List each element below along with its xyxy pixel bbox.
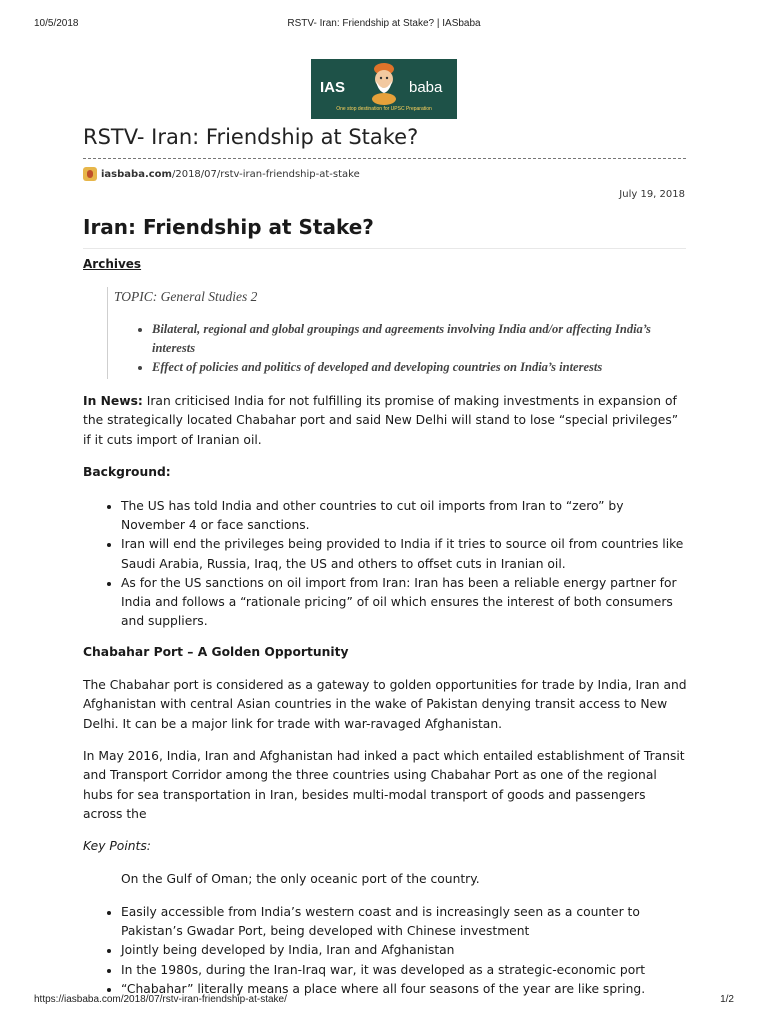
in-news-paragraph — [83, 392, 688, 450]
logo-text-baba: baba — [409, 79, 443, 96]
background-heading: Background: — [83, 465, 171, 479]
footer-url: https://iasbaba.com/2018/07/rstv-iran-friendship-at-stake/ — [34, 994, 287, 1005]
content-heading: Iran: Friendship at Stake? — [83, 215, 374, 239]
page-number: 1/2 — [720, 994, 734, 1005]
source-line[interactable] — [83, 166, 360, 182]
heading-divider — [83, 248, 686, 249]
key-point-item: • “Chabahar” literally means a place where all four seasons of the year are like spring. — [121, 980, 688, 999]
key-points-label: Key Points: — [83, 839, 151, 853]
print-title: RSTV- Iran: Friendship at Stake? | IASbaba — [287, 18, 481, 29]
background-list — [83, 497, 688, 631]
site-favicon-icon — [83, 167, 97, 181]
print-header — [0, 0, 768, 40]
topic-item: • Effect of policies and politics of developed and developing countries on India’s interests — [152, 358, 682, 377]
source-domain: iasbaba.com — [101, 168, 172, 180]
key-point-item: • Jointly being developed by India, Iran and Afghanistan — [121, 941, 688, 960]
in-news-text: Iran criticised India for not fulfilling its promise of making investments in expansion of the strategically located Chabahar port and said New Delhi will stand to lose “special privileges” if it cuts import of Iranian oil. — [83, 394, 679, 447]
chabahar-heading: Chabahar Port – A Golden Opportunity — [83, 645, 349, 659]
iasbaba-logo[interactable] — [311, 59, 457, 119]
source-path: /2018/07/rstv-iran-friendship-at-stake — [171, 168, 360, 180]
article-title: RSTV- Iran: Friendship at Stake? — [83, 125, 419, 149]
print-date: 10/5/2018 — [34, 18, 79, 29]
topic-item: • Bilateral, regional and global groupings and agreements involving India and/or affecting India’s interests — [152, 320, 682, 358]
background-item: • As for the US sanctions on oil import from Iran: Iran has been a reliable energy partner for India and follows a “rationale pricing” of oil which ensures the interest of both consumers and suppliers. — [121, 574, 688, 632]
key-points-list — [83, 903, 688, 999]
chabahar-paragraph-1: The Chabahar port is considered as a gateway to golden opportunities for trade by India, Iran and Afghanistan with central Asian countries in the wake of Pakistan denying transit access to New Delhi. It can be a major link for trade with war-ravaged Afghanistan. — [83, 678, 687, 731]
key-point-item: • Easily accessible from India’s western coast and is increasingly seen as a counter to Pakistan’s Gwadar Port, being developed with Chinese investment — [121, 903, 688, 941]
topic-blockquote — [107, 287, 688, 379]
title-divider — [83, 158, 686, 159]
logo-mascot-icon — [363, 61, 405, 105]
post-date: July 19, 2018 — [619, 189, 685, 200]
in-news-label: In News: — [83, 394, 143, 408]
archives-link[interactable]: Archives — [83, 257, 142, 271]
topic-list — [108, 320, 682, 377]
topic-label: TOPIC: General Studies 2 — [114, 289, 258, 304]
key-points-intro: On the Gulf of Oman; the only oceanic port of the country. — [121, 872, 480, 886]
chabahar-paragraph-2: In May 2016, India, Iran and Afghanistan had inked a pact which entailed establishment of Transit and Transport Corridor among the three countries using Chabahar Port as one of the regional hubs for sea transportation in Iran, besides multi-modal transport of goods and passengers across the — [83, 749, 685, 822]
background-item: • Iran will end the privileges being provided to India if it tries to source oil from countries like Saudi Arabia, Russia, Iraq, the US and others to offset cuts in Iranian oil. — [121, 535, 688, 573]
background-item: • The US has told India and other countries to cut oil imports from Iran to “zero” by November 4 or face sanctions. — [121, 497, 688, 535]
logo-tagline: One stop destination for UPSC Preparation — [336, 106, 432, 112]
key-point-item: • In the 1980s, during the Iran-Iraq war, it was developed as a strategic-economic port — [121, 961, 688, 980]
logo-text-ias: IAS — [320, 79, 346, 96]
